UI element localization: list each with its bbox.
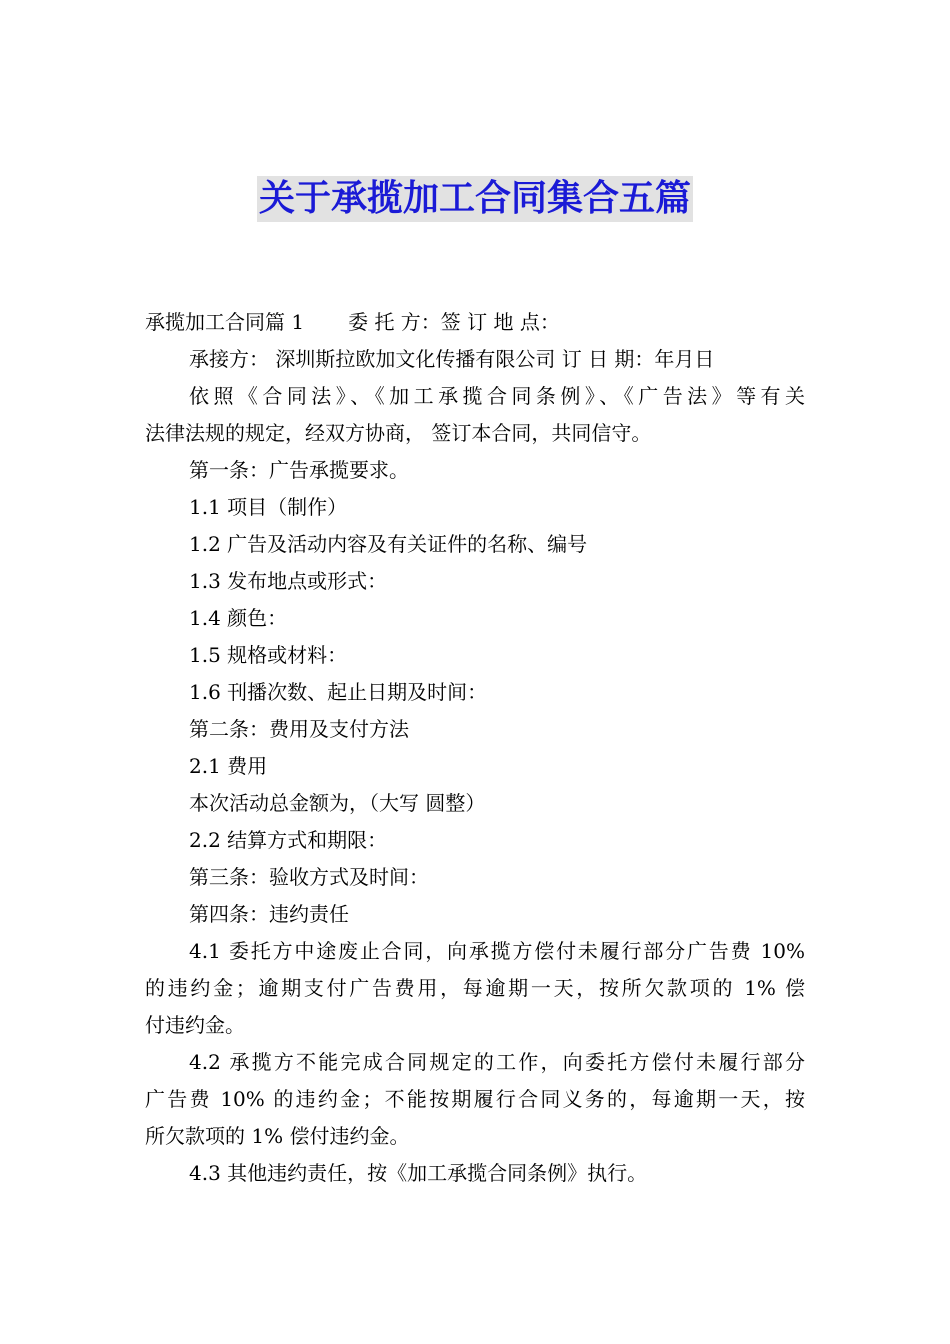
clause-4-2-line-3: 所欠款项的 1% 偿付违约金。 — [145, 1124, 410, 1148]
paragraph-basis-line-1: 依照《合同法》、《加工承揽合同条例》、《广告法》等有关 — [189, 384, 805, 408]
clause-4-1-line-3: 付违约金。 — [145, 1013, 245, 1037]
clause-2-1: 2.1 费用 — [189, 754, 268, 778]
clause-4-2-line-1: 4.2 承揽方不能完成合同规定的工作，向委托方偿付未履行部分 — [189, 1050, 805, 1074]
article-2-heading: 第二条：费用及支付方法 — [189, 717, 409, 741]
clause-1-5: 1.5 规格或材料： — [189, 643, 348, 667]
clause-4-1-line-2: 的违约金；逾期支付广告费用，每逾期一天，按所欠款项的 1% 偿 — [145, 976, 805, 1000]
article-1-heading: 第一条：广告承揽要求。 — [189, 458, 409, 482]
clause-1-2: 1.2 广告及活动内容及有关证件的名称、编号 — [189, 532, 588, 556]
client-sign-place: 委 托 方：签 订 地 点： — [348, 310, 560, 334]
section-label: 承揽加工合同篇 1 — [145, 310, 305, 334]
document-body — [145, 304, 805, 1192]
paragraph-heading-1 — [145, 304, 805, 341]
clause-4-3: 4.3 其他违约责任，按《加工承揽合同条例》执行。 — [189, 1161, 648, 1185]
clause-2-2: 2.2 结算方式和期限： — [189, 828, 388, 852]
clause-1-1: 1.1 项目（制作） — [189, 495, 348, 519]
clause-4-1-line-1: 4.1 委托方中途废止合同，向承揽方偿付未履行部分广告费 10% — [189, 939, 805, 963]
clause-1-3: 1.3 发布地点或形式： — [189, 569, 388, 593]
article-3-heading: 第三条：验收方式及时间： — [189, 865, 429, 889]
contractor-line: 承接方： 深圳斯拉欧加文化传播有限公司 订 日 期：年月日 — [189, 347, 715, 371]
clause-4-2-line-2: 广告费 10% 的违约金；不能按期履行合同义务的，每逾期一天，按 — [145, 1087, 805, 1111]
total-amount-line: 本次活动总金额为，（大写 圆整） — [189, 791, 486, 815]
clause-1-6: 1.6 刊播次数、起止日期及时间： — [189, 680, 488, 704]
document-title: 关于承揽加工合同集合五篇 — [257, 176, 693, 222]
article-4-heading: 第四条：违约责任 — [189, 902, 349, 926]
title-block — [0, 176, 950, 222]
paragraph-basis-line-2: 法律法规的规定，经双方协商， 签订本合同，共同信守。 — [145, 421, 652, 445]
clause-1-4: 1.4 颜色： — [189, 606, 288, 630]
